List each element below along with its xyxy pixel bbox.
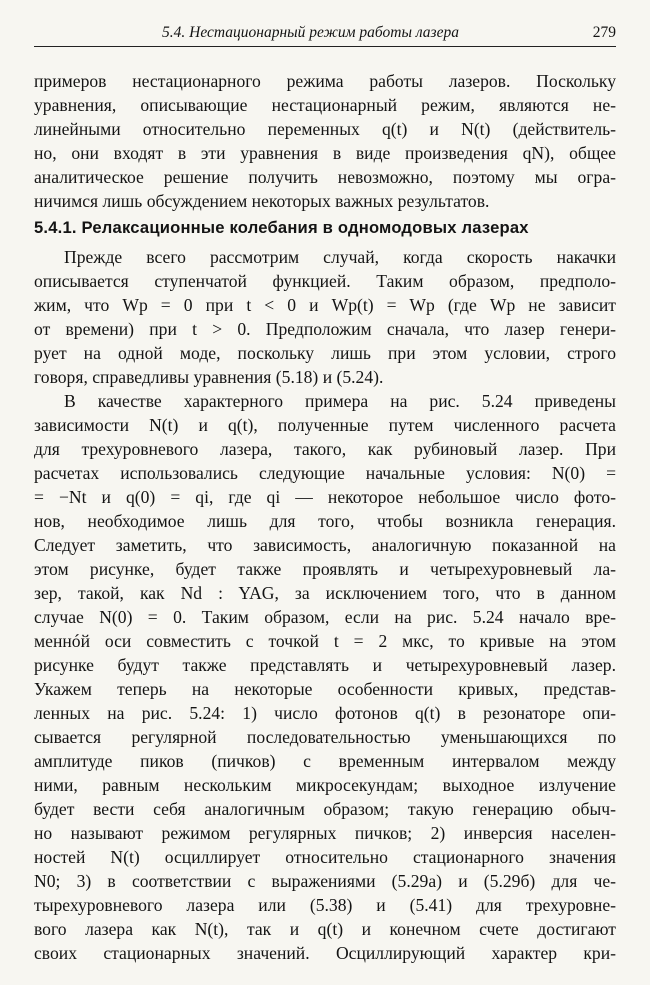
- running-head: 5.4. Нестационарный режим работы лазера: [162, 24, 459, 41]
- text-line: от времени) при t > 0. Предположим сначала, что лазер генери-: [34, 319, 616, 339]
- text-line: Прежде всего рассмотрим случай, когда скорость накачки: [64, 247, 616, 267]
- text-line: Следует заметить, что зависимость, аналогичную показанной на: [34, 535, 616, 555]
- text-line: говоря, справедливы уравнения (5.18) и (5.24).: [34, 367, 384, 387]
- text-line: но, они входят в эти уравнения в виде произведения qN), общее: [34, 143, 616, 163]
- text-line: жим, что Wp = 0 при t < 0 и Wp(t) = Wp (где Wp не зависит: [34, 295, 616, 315]
- text-line: своих стационарных значений. Осциллирующий характер кри-: [34, 943, 616, 963]
- text-line: В качестве характерного примера на рис. 5.24 приведены: [64, 391, 616, 411]
- text-line: случае N(0) = 0. Таким образом, если на рис. 5.24 начало вре-: [34, 607, 616, 627]
- text-line: примеров нестационарного режима работы лазеров. Поскольку: [34, 71, 616, 91]
- text-line: ними, равным нескольким микросекундам; выходное излучение: [34, 775, 616, 795]
- text-line: амплитуде пиков (пичков) с временным интервалом между: [34, 751, 616, 771]
- text-line: N0; 3) в соответствии с выражениями (5.29а) и (5.29б) для че-: [34, 871, 616, 891]
- page-number: 279: [592, 24, 616, 41]
- text-line: ленных на рис. 5.24: 1) число фотонов q(t) в резонаторе опи-: [34, 703, 616, 723]
- section-heading: 5.4.1. Релаксационные колебания в одномодовых лазерах: [34, 218, 529, 237]
- text-line: рует на одной моде, поскольку лишь при этом условии, строго: [34, 343, 616, 363]
- text-line: сывается регулярной последовательностью уменьшающихся по: [34, 727, 616, 747]
- text-line: для трехуровневого лазера, такого, как рубиновый лазер. При: [34, 439, 616, 459]
- text-line: зер, такой, как Nd : YAG, за исключением того, что в данном: [34, 583, 616, 603]
- text-line: расчетах использовались следующие начальные условия: N(0) =: [34, 463, 616, 483]
- text-line: аналитическое решение получить невозможно, поэтому мы огра-: [34, 167, 616, 187]
- text-line: уравнения, описывающие нестационарный режим, являются не-: [34, 95, 616, 115]
- text-line: меннóй оси совместить с точкой t = 2 мкс, то кривые на этом: [34, 631, 616, 651]
- text-line: ностей N(t) осциллирует относительно стационарного значения: [34, 847, 616, 867]
- text-line: этом рисунке, будет также проявлять и четырехуровневый ла-: [34, 559, 616, 579]
- text-line: Укажем теперь на некоторые особенности кривых, представ-: [34, 679, 616, 699]
- text-line: линейными относительно переменных q(t) и N(t) (действитель-: [34, 119, 616, 139]
- text-line: описывается ступенчатой функцией. Таким образом, предполо-: [34, 271, 616, 291]
- text-line: = −Nt и q(0) = qi, где qi — некоторое небольшое число фото-: [34, 487, 616, 507]
- text-line: тырехуровневого лазера или (5.38) и (5.41) для трехуровне-: [34, 895, 616, 915]
- text-line: зависимости N(t) и q(t), полученные путем численного расчета: [34, 415, 616, 435]
- text-line: но называют режимом регулярных пичков; 2) инверсия населен-: [34, 823, 616, 843]
- text-line: нов, необходимое лишь для того, чтобы возникла генерация.: [34, 511, 616, 531]
- text-line: ничимся лишь обсуждением некоторых важных результатов.: [34, 191, 490, 211]
- text-line: вого лазера как N(t), так и q(t) и конечном счете достигают: [34, 919, 616, 939]
- page-header: [34, 20, 616, 47]
- text-line: будет вести себя аналогичным образом; такую генерацию обыч-: [34, 799, 616, 819]
- text-line: рисунке будут также представлять и четырехуровневый лазер.: [34, 655, 616, 675]
